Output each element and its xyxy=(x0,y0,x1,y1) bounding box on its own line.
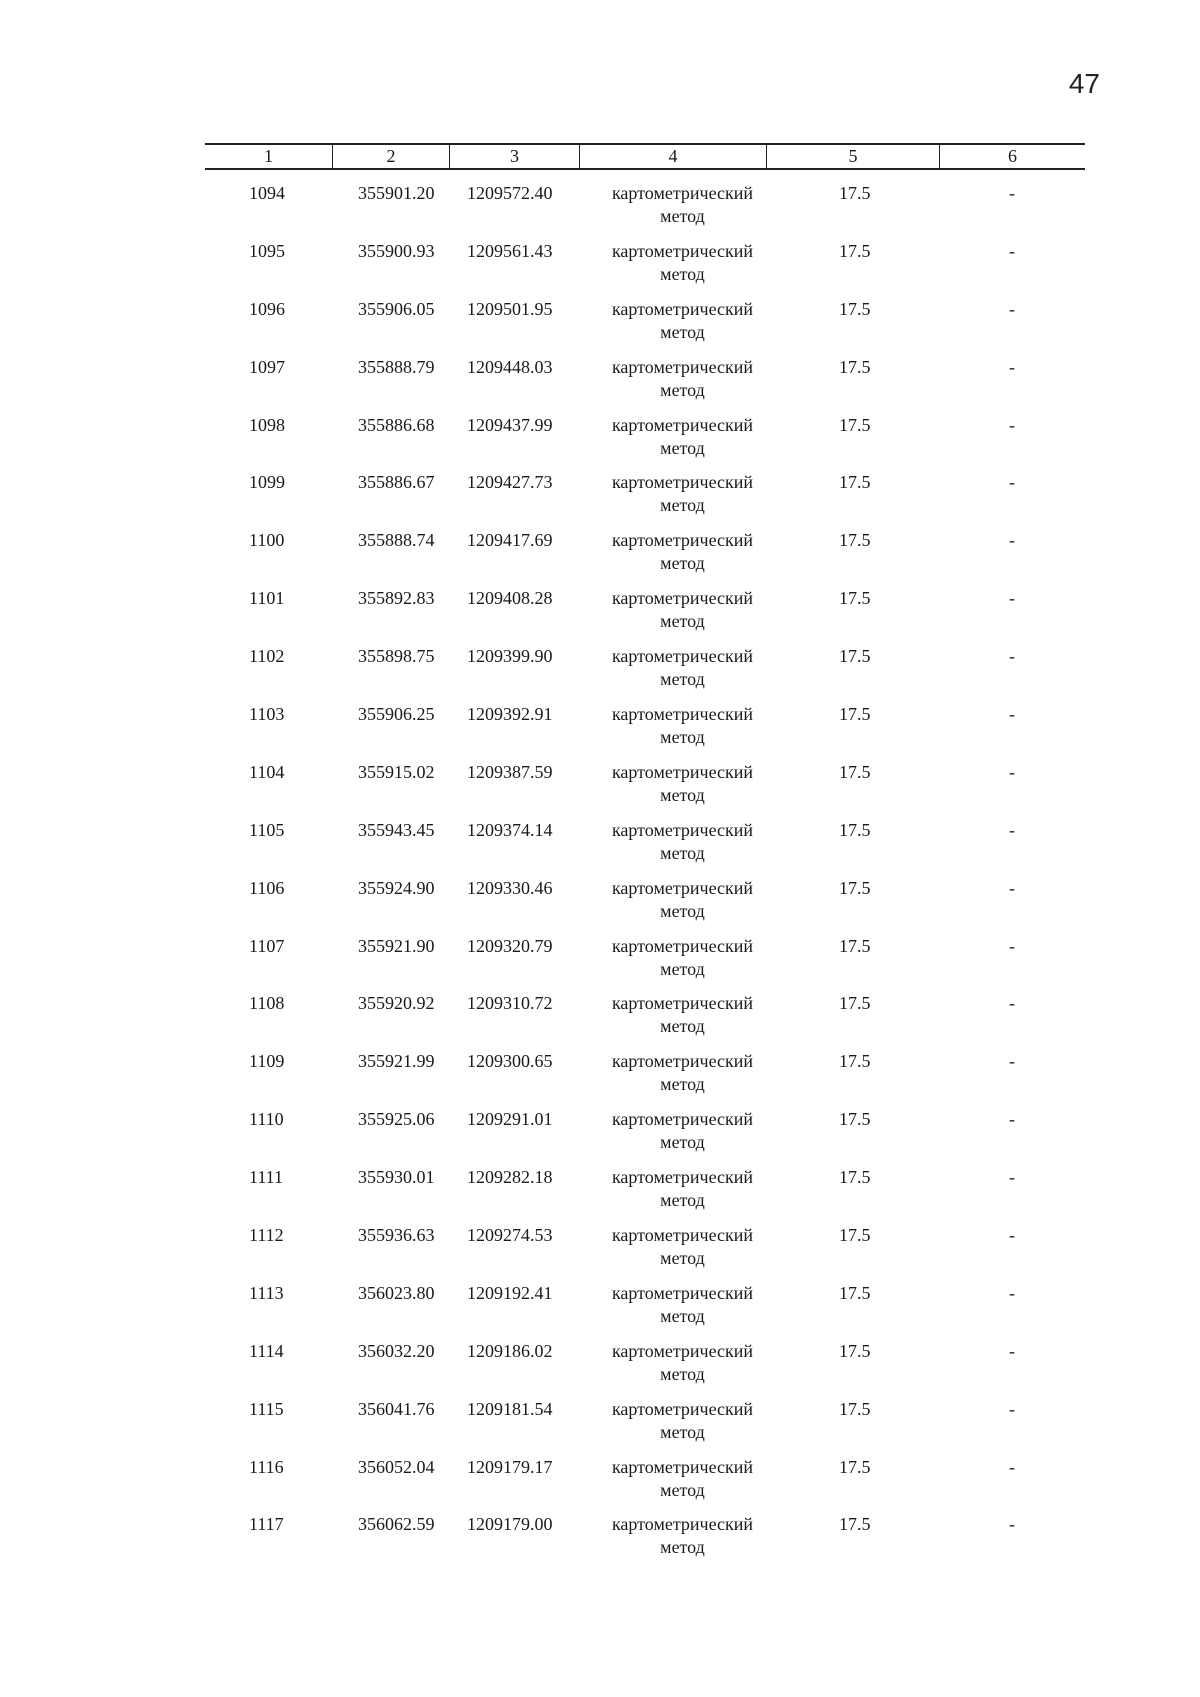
x-coordinate-cell: 355906.05 xyxy=(358,298,435,319)
column-header-1: 1 xyxy=(264,146,273,166)
point-number-cell: 1103 xyxy=(249,704,285,725)
y-coordinate-cell: 1209501.95 xyxy=(467,298,553,319)
note-cell: - xyxy=(1009,935,1015,956)
method-line-1: картометрический xyxy=(611,1282,754,1303)
table-row xyxy=(205,1108,1085,1166)
method-cell xyxy=(579,1166,766,1224)
method-line-2: метод xyxy=(660,1305,705,1326)
point-number-cell: 1100 xyxy=(249,530,285,551)
point-number-cell: 1105 xyxy=(249,819,285,840)
x-coordinate-cell: 356032.20 xyxy=(358,1340,435,1361)
point-number-cell: 1116 xyxy=(249,1456,284,1477)
point-number-cell: 1094 xyxy=(249,183,285,203)
method-line-1: картометрический xyxy=(611,761,754,782)
method-line-2: метод xyxy=(660,263,705,284)
method-cell xyxy=(579,298,766,356)
method-line-2: метод xyxy=(660,1421,705,1442)
y-coordinate-cell: 1209291.01 xyxy=(467,1109,553,1130)
y-coordinate-cell: 1209274.53 xyxy=(467,1225,553,1246)
note-cell: - xyxy=(1009,1398,1015,1419)
note-cell: - xyxy=(1009,1456,1015,1477)
method-line-2: метод xyxy=(660,1132,705,1153)
note-cell: - xyxy=(1009,1109,1015,1130)
x-coordinate-cell: 355915.02 xyxy=(358,761,435,782)
method-line-1: картометрический xyxy=(611,704,754,725)
method-line-1: картометрический xyxy=(611,1340,754,1361)
method-cell xyxy=(579,471,766,529)
method-line-1: картометрический xyxy=(611,1225,754,1246)
x-coordinate-cell: 355886.68 xyxy=(358,414,435,435)
point-number-cell: 1101 xyxy=(249,588,285,609)
precision-cell: 17.5 xyxy=(839,993,871,1014)
method-line-2: метод xyxy=(660,321,705,342)
table-row xyxy=(205,298,1085,356)
method-line-1: картометрический xyxy=(611,1051,754,1072)
method-line-2: метод xyxy=(660,842,705,863)
note-cell: - xyxy=(1009,1282,1015,1303)
note-cell: - xyxy=(1009,472,1015,493)
method-cell xyxy=(579,819,766,877)
note-cell: - xyxy=(1009,183,1015,203)
table-body xyxy=(205,182,1085,1571)
note-cell: - xyxy=(1009,704,1015,725)
point-number-cell: 1114 xyxy=(249,1340,284,1361)
x-coordinate-cell: 356041.76 xyxy=(358,1398,435,1419)
x-coordinate-cell: 355900.93 xyxy=(358,240,435,261)
note-cell: - xyxy=(1009,993,1015,1014)
x-coordinate-cell: 355901.20 xyxy=(358,183,435,203)
table-row xyxy=(205,529,1085,587)
method-line-2: метод xyxy=(660,495,705,516)
table-row xyxy=(205,1398,1085,1456)
y-coordinate-cell: 1209374.14 xyxy=(467,819,553,840)
method-line-2: метод xyxy=(660,900,705,921)
precision-cell: 17.5 xyxy=(839,588,871,609)
precision-cell: 17.5 xyxy=(839,1225,871,1246)
column-header-5: 5 xyxy=(766,145,939,168)
y-coordinate-cell: 1209310.72 xyxy=(467,993,553,1014)
precision-cell: 17.5 xyxy=(839,298,871,319)
point-number-cell: 1113 xyxy=(249,1282,284,1303)
point-number-cell: 1096 xyxy=(249,298,285,319)
precision-cell: 17.5 xyxy=(839,240,871,261)
method-line-2: метод xyxy=(660,437,705,458)
table-row xyxy=(205,471,1085,529)
method-cell xyxy=(579,992,766,1050)
y-coordinate-cell: 1209392.91 xyxy=(467,704,553,725)
point-number-cell: 1112 xyxy=(249,1225,284,1246)
method-line-1: картометрический xyxy=(611,1514,754,1535)
method-line-2: метод xyxy=(660,1074,705,1095)
note-cell: - xyxy=(1009,1514,1015,1535)
precision-cell: 17.5 xyxy=(839,935,871,956)
method-cell xyxy=(579,645,766,703)
point-number-cell: 1095 xyxy=(249,240,285,261)
x-coordinate-cell: 355906.25 xyxy=(358,704,435,725)
table-row xyxy=(205,1166,1085,1224)
method-line-1: картометрический xyxy=(611,935,754,956)
note-cell: - xyxy=(1009,646,1015,667)
x-coordinate-cell: 355920.92 xyxy=(358,993,435,1014)
method-line-1: картометрический xyxy=(611,183,754,203)
point-number-cell: 1109 xyxy=(249,1051,285,1072)
table-row xyxy=(205,992,1085,1050)
y-coordinate-cell: 1209572.40 xyxy=(467,183,553,203)
note-cell: - xyxy=(1009,1167,1015,1188)
x-coordinate-cell: 355943.45 xyxy=(358,819,435,840)
x-coordinate-cell: 355888.74 xyxy=(358,530,435,551)
table-row xyxy=(205,1050,1085,1108)
table-row xyxy=(205,587,1085,645)
method-cell xyxy=(579,529,766,587)
point-number-cell: 1110 xyxy=(249,1109,284,1130)
method-line-1: картометрический xyxy=(611,588,754,609)
method-line-1: картометрический xyxy=(611,993,754,1014)
page-number: 47 xyxy=(1068,68,1100,99)
table-row xyxy=(205,877,1085,935)
method-cell xyxy=(579,1456,766,1514)
y-coordinate-cell: 1209300.65 xyxy=(467,1051,553,1072)
y-coordinate-cell: 1209192.41 xyxy=(467,1282,553,1303)
precision-cell: 17.5 xyxy=(839,877,871,898)
method-line-2: метод xyxy=(660,958,705,979)
table-row xyxy=(205,414,1085,472)
column-header-4: 4 xyxy=(579,145,766,168)
method-cell xyxy=(579,414,766,472)
point-number-cell: 1106 xyxy=(249,877,285,898)
point-number-cell: 1098 xyxy=(249,414,285,435)
column-header-6: 6 xyxy=(939,145,1085,168)
x-coordinate-cell: 355936.63 xyxy=(358,1225,435,1246)
method-line-2: метод xyxy=(660,1537,705,1558)
method-cell xyxy=(579,1340,766,1398)
method-cell xyxy=(579,1050,766,1108)
method-cell xyxy=(579,356,766,414)
method-cell xyxy=(579,935,766,993)
precision-cell: 17.5 xyxy=(839,1282,871,1303)
method-line-2: метод xyxy=(660,206,705,226)
method-line-2: метод xyxy=(660,1363,705,1384)
point-number-cell: 1099 xyxy=(249,472,285,493)
precision-cell: 17.5 xyxy=(839,183,871,203)
method-cell xyxy=(579,1108,766,1166)
table-row xyxy=(205,935,1085,993)
point-number-cell: 1108 xyxy=(249,993,285,1014)
x-coordinate-cell: 355898.75 xyxy=(358,646,435,667)
x-coordinate-cell: 355892.83 xyxy=(358,588,435,609)
method-line-2: метод xyxy=(660,727,705,748)
method-line-1: картометрический xyxy=(611,1456,754,1477)
table-row xyxy=(205,761,1085,819)
note-cell: - xyxy=(1009,530,1015,551)
method-cell xyxy=(579,1224,766,1282)
note-cell: - xyxy=(1009,356,1015,377)
x-coordinate-cell: 355921.90 xyxy=(358,935,435,956)
precision-cell: 17.5 xyxy=(839,1340,871,1361)
note-cell: - xyxy=(1009,588,1015,609)
table-row xyxy=(205,1513,1085,1571)
method-cell xyxy=(579,182,766,240)
x-coordinate-cell: 356052.04 xyxy=(358,1456,435,1477)
method-line-2: метод xyxy=(660,1479,705,1500)
point-number-cell: 1097 xyxy=(249,356,285,377)
x-coordinate-cell: 355886.67 xyxy=(358,472,435,493)
precision-cell: 17.5 xyxy=(839,356,871,377)
method-cell xyxy=(579,1398,766,1456)
point-number-cell: 1107 xyxy=(249,935,285,956)
method-line-1: картометрический xyxy=(611,1167,754,1188)
method-line-1: картометрический xyxy=(611,240,754,261)
precision-cell: 17.5 xyxy=(839,1109,871,1130)
y-coordinate-cell: 1209179.00 xyxy=(467,1514,553,1535)
method-line-1: картометрический xyxy=(611,298,754,319)
y-coordinate-cell: 1209408.28 xyxy=(467,588,553,609)
point-number-cell: 1111 xyxy=(249,1167,283,1188)
precision-cell: 17.5 xyxy=(839,1456,871,1477)
y-coordinate-cell: 1209330.46 xyxy=(467,877,553,898)
note-cell: - xyxy=(1009,240,1015,261)
column-header-2: 2 xyxy=(332,145,449,168)
precision-cell: 17.5 xyxy=(839,646,871,667)
method-line-1: картометрический xyxy=(611,646,754,667)
method-cell xyxy=(579,587,766,645)
table-row xyxy=(205,240,1085,298)
method-line-1: картометрический xyxy=(611,472,754,493)
precision-cell: 17.5 xyxy=(839,530,871,551)
method-line-2: метод xyxy=(660,611,705,632)
method-line-1: картометрический xyxy=(611,356,754,377)
note-cell: - xyxy=(1009,761,1015,782)
method-cell xyxy=(579,761,766,819)
precision-cell: 17.5 xyxy=(839,1051,871,1072)
note-cell: - xyxy=(1009,1225,1015,1246)
method-line-1: картометрический xyxy=(611,1398,754,1419)
y-coordinate-cell: 1209282.18 xyxy=(467,1167,553,1188)
precision-cell: 17.5 xyxy=(839,1398,871,1419)
precision-cell: 17.5 xyxy=(839,414,871,435)
note-cell: - xyxy=(1009,819,1015,840)
method-line-2: метод xyxy=(660,1016,705,1037)
method-cell xyxy=(579,703,766,761)
x-coordinate-cell: 355930.01 xyxy=(358,1167,435,1188)
y-coordinate-cell: 1209417.69 xyxy=(467,530,553,551)
x-coordinate-cell: 355925.06 xyxy=(358,1109,435,1130)
y-coordinate-cell: 1209437.99 xyxy=(467,414,553,435)
precision-cell: 17.5 xyxy=(839,1167,871,1188)
y-coordinate-cell: 1209320.79 xyxy=(467,935,553,956)
method-line-1: картометрический xyxy=(611,1109,754,1130)
table-row xyxy=(205,645,1085,703)
point-number-cell: 1104 xyxy=(249,761,285,782)
y-coordinate-cell: 1209186.02 xyxy=(467,1340,553,1361)
table-row xyxy=(205,1282,1085,1340)
x-coordinate-cell: 355924.90 xyxy=(358,877,435,898)
table-row xyxy=(205,1224,1085,1282)
table-row xyxy=(205,1340,1085,1398)
method-line-1: картометрический xyxy=(611,530,754,551)
point-number-cell: 1102 xyxy=(249,646,285,667)
table-row xyxy=(205,182,1085,240)
column-header-3: 3 xyxy=(449,145,579,168)
precision-cell: 17.5 xyxy=(839,1514,871,1535)
method-line-2: метод xyxy=(660,784,705,805)
precision-cell: 17.5 xyxy=(839,704,871,725)
y-coordinate-cell: 1209399.90 xyxy=(467,646,553,667)
method-line-2: метод xyxy=(660,1248,705,1269)
method-line-1: картометрический xyxy=(611,414,754,435)
precision-cell: 17.5 xyxy=(839,472,871,493)
table-header-row xyxy=(205,143,1085,170)
method-cell xyxy=(579,240,766,298)
y-coordinate-cell: 1209561.43 xyxy=(467,240,553,261)
point-number-cell: 1115 xyxy=(249,1398,284,1419)
y-coordinate-cell: 1209427.73 xyxy=(467,472,553,493)
method-cell xyxy=(579,1282,766,1340)
table-row xyxy=(205,819,1085,877)
table-row xyxy=(205,356,1085,414)
method-line-2: метод xyxy=(660,553,705,574)
precision-cell: 17.5 xyxy=(839,819,871,840)
coordinates-table xyxy=(205,143,1085,1571)
x-coordinate-cell: 356023.80 xyxy=(358,1282,435,1303)
y-coordinate-cell: 1209179.17 xyxy=(467,1456,553,1477)
point-number-cell: 1117 xyxy=(249,1514,284,1535)
note-cell: - xyxy=(1009,877,1015,898)
x-coordinate-cell: 355921.99 xyxy=(358,1051,435,1072)
precision-cell: 17.5 xyxy=(839,761,871,782)
method-cell xyxy=(579,1513,766,1571)
y-coordinate-cell: 1209181.54 xyxy=(467,1398,553,1419)
method-line-2: метод xyxy=(660,379,705,400)
method-cell xyxy=(579,877,766,935)
method-line-2: метод xyxy=(660,1190,705,1211)
method-line-1: картометрический xyxy=(611,877,754,898)
note-cell: - xyxy=(1009,414,1015,435)
method-line-1: картометрический xyxy=(611,819,754,840)
note-cell: - xyxy=(1009,1051,1015,1072)
y-coordinate-cell: 1209448.03 xyxy=(467,356,553,377)
x-coordinate-cell: 356062.59 xyxy=(358,1514,435,1535)
note-cell: - xyxy=(1009,298,1015,319)
y-coordinate-cell: 1209387.59 xyxy=(467,761,553,782)
note-cell: - xyxy=(1009,1340,1015,1361)
table-row xyxy=(205,1456,1085,1514)
method-line-2: метод xyxy=(660,669,705,690)
x-coordinate-cell: 355888.79 xyxy=(358,356,435,377)
table-row xyxy=(205,703,1085,761)
